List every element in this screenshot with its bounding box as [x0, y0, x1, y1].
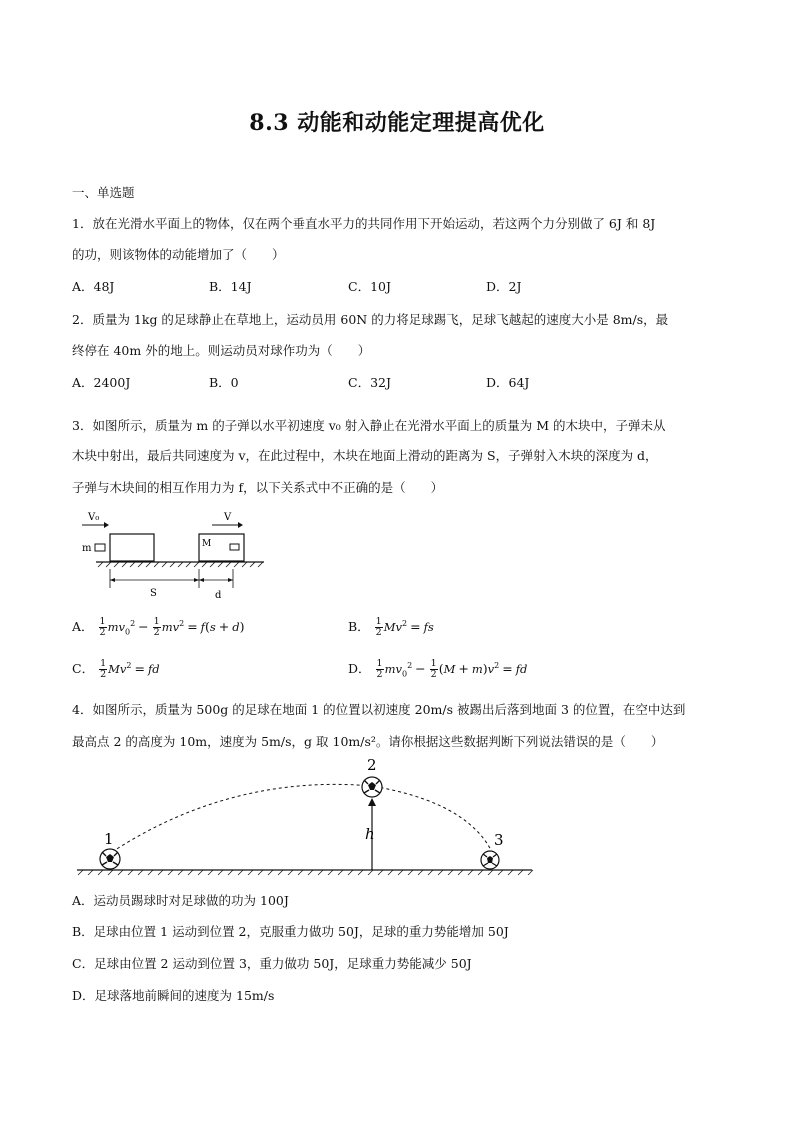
bullet-shape	[95, 544, 105, 551]
q3-stem-line-2: 木块中射出，最后共同速度为 v，在此过程中，木块在地面上滑动的距离为 S，子弹射入木块的深度为 d，	[72, 448, 658, 463]
q4-stem-line-1: 4．如图所示，质量为 500g 的足球在地面 1 的位置以初速度 20m/s 被踢出后落到地面 3 的位置，在空中达到	[72, 702, 686, 717]
q2-option-d[interactable]: D．64J	[486, 375, 530, 390]
s-label: S	[150, 588, 157, 599]
embedded-bullet	[230, 544, 239, 550]
q2-stem-line-1: 2．质量为 1kg 的足球静止在草地上，运动员用 60N 的力将足球踢飞，足球飞越起的速度大小是 8m/s，最	[72, 312, 669, 327]
q3-option-a-prefix: A．	[72, 619, 94, 634]
page-title: 8.3 动能和动能定理提高优化	[249, 110, 545, 136]
q1-option-c[interactable]: C．10J	[348, 279, 391, 294]
q3-option-c[interactable]: C． $\frac{1}{2}$ $Mv^2$ = fd	[72, 658, 160, 680]
q3-option-c-prefix: C．	[72, 661, 95, 676]
q4-stem-line-2: 最高点 2 的高度为 10m，速度为 5m/s，g 取 10m/s²。请你根据这些数据判断下列说法错误的是（ ）	[72, 734, 664, 749]
position-3-label: 3	[494, 831, 504, 849]
ground-hatching	[98, 562, 263, 567]
q2-option-a[interactable]: A．2400J	[72, 375, 131, 390]
q3-stem-line-1: 3．如图所示，质量为 m 的子弹以水平初速度 v₀ 射入静止在光滑水平面上的质量为 M 的木块中，子弹未从	[72, 418, 666, 433]
bullet-block-figure	[78, 508, 268, 604]
fraction-half: $\frac{1}{2}$	[100, 658, 107, 680]
q1-stem-line-2: 的功，则该物体的动能增加了（ ）	[72, 247, 285, 262]
q3-stem-line-3: 子弹与木块间的相互作用力为 f，以下关系式中不正确的是（ ）	[72, 480, 444, 495]
height-label: h	[365, 825, 375, 843]
fraction-half: $\frac{1}{2}$	[430, 658, 437, 680]
q3-option-a[interactable]: A． $\frac{1}{2}$ $mv_0^2$ − $\frac{1}{2}$ $mv^2 = f(s + d)$	[72, 616, 245, 638]
trajectory-curve	[112, 784, 492, 852]
q3-option-d-prefix: D．	[348, 661, 371, 676]
q4-option-a[interactable]: A．运动员踢球时对足球做的功为 100J	[72, 893, 289, 908]
v0-label: V₀	[88, 512, 100, 523]
v-label: V	[224, 512, 232, 523]
M-label: M	[202, 539, 212, 549]
football-position-1	[100, 849, 120, 869]
q3-option-b-prefix: B．	[348, 619, 370, 634]
q2-stem-line-2: 终停在 40m 外的地上。则运动员对球作功为（ ）	[72, 343, 371, 358]
section-heading: 一、单选题	[72, 185, 135, 200]
q1-option-b[interactable]: B．14J	[209, 279, 252, 294]
position-1-label: 1	[104, 830, 114, 848]
q1-stem-line-1: 1．放在光滑水平面上的物体，仅在两个垂直水平力的共同作用下开始运动，若这两个力分别做了 6J 和 8J	[72, 216, 656, 231]
block-initial	[110, 534, 154, 561]
d-label: d	[215, 590, 222, 601]
m-label: m	[82, 543, 92, 554]
fraction-half: $\frac{1}{2}$	[153, 616, 160, 638]
football-position-3	[481, 851, 499, 869]
fraction-half: $\frac{1}{2}$	[375, 616, 382, 638]
q3-option-b[interactable]: B． $\frac{1}{2}$ $Mv^2$ = fs	[348, 616, 434, 638]
q4-option-c[interactable]: C．足球由位置 2 运动到位置 3，重力做功 50J，足球重力势能减少 50J	[72, 956, 472, 971]
q1-option-a[interactable]: A．48J	[72, 279, 115, 294]
q4-option-b[interactable]: B．足球由位置 1 运动到位置 2，克服重力做功 50J，足球的重力势能增加 50J	[72, 924, 509, 939]
football-position-2	[362, 777, 382, 797]
position-2-label: 2	[367, 756, 377, 774]
q2-option-b[interactable]: B．0	[209, 375, 239, 390]
q4-option-d[interactable]: D．足球落地前瞬间的速度为 15m/s	[72, 988, 275, 1003]
q1-option-d[interactable]: D．2J	[486, 279, 522, 294]
football-trajectory-figure	[72, 752, 542, 880]
ground-hatching	[78, 870, 533, 875]
fraction-half: $\frac{1}{2}$	[99, 616, 106, 638]
fraction-half: $\frac{1}{2}$	[376, 658, 383, 680]
q2-option-c[interactable]: C．32J	[348, 375, 391, 390]
q3-option-d[interactable]: D． $\frac{1}{2}$ $mv_0^2$ − $\frac{1}{2}$ $(M + m)v^2$ = fd	[348, 658, 528, 680]
